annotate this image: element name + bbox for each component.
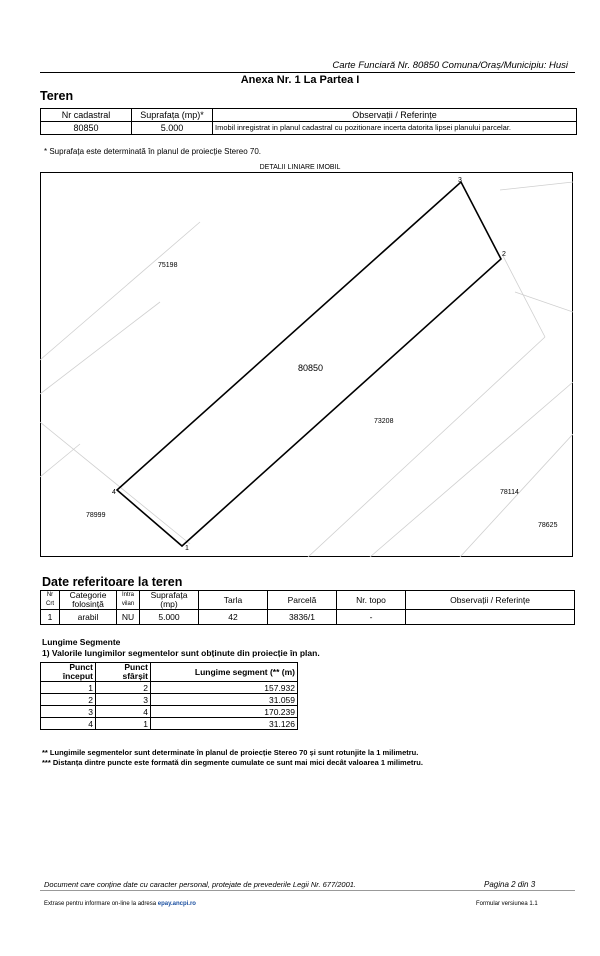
col-intravilan: Intra vilan [117, 591, 140, 610]
cell: 3 [96, 694, 151, 706]
teren-footnote: * Suprafața este determinată în planul de proiecție Stereo 70. [44, 147, 262, 156]
cf-reference: Carte Funciară Nr. 80850 Comuna/Oraș/Municipiu: Husi [332, 60, 568, 71]
table-row [41, 682, 298, 694]
page-number: Pagina 2 din 3 [484, 880, 536, 889]
neighbor-label: 78999 [86, 512, 106, 519]
table-row [41, 718, 298, 730]
table-header-row [41, 109, 577, 122]
col-lungime-segment: Lungime segment (** (m) [151, 663, 298, 682]
col-tarla: Tarla [199, 591, 268, 610]
cell: 5.000 [140, 610, 199, 625]
cell: arabil [60, 610, 117, 625]
segments-footnote-2: *** Distanța dintre puncte este formată din segmente cumulate ce sunt mai mici decât valoarea 1 milimetru. [42, 758, 423, 767]
col-nr-cadastral: Nr cadastral [41, 109, 132, 122]
table-row [41, 706, 298, 718]
teren-section-title: Teren [40, 89, 74, 103]
cell: - [337, 610, 406, 625]
col-punct-sfarsit: Punct sfârșit [96, 663, 151, 682]
online-text: Extrase pentru informare on-line la adresa [44, 901, 157, 907]
cell: 1 [41, 682, 96, 694]
cell: 1 [96, 718, 151, 730]
cell: 4 [96, 706, 151, 718]
point-label: 1 [185, 545, 189, 552]
cell: 4 [41, 718, 96, 730]
cell-suprafata: 5.000 [132, 122, 213, 135]
parcel-map [40, 172, 573, 557]
col-punct-inceput: Punct început [41, 663, 96, 682]
parcel-label: 80850 [298, 363, 324, 373]
cell: NU [117, 610, 140, 625]
annex-title: Anexa Nr. 1 La Partea I [240, 74, 360, 86]
cell-nr-cadastral: 80850 [41, 122, 132, 135]
neighbor-label: 78114 [500, 489, 519, 496]
cell: 2 [41, 694, 96, 706]
col-observatii: Observații / Referințe [213, 109, 577, 122]
cell: 2 [96, 682, 151, 694]
col-nr-topo: Nr. topo [337, 591, 406, 610]
cell [406, 610, 575, 625]
neighbor-label: 75198 [158, 262, 178, 269]
teren-table [40, 108, 577, 135]
col-suprafata: Suprafața (mp)* [132, 109, 213, 122]
cell: 3 [41, 706, 96, 718]
table-row [41, 610, 575, 625]
neighbor-label: 78625 [538, 522, 558, 529]
land-data-table [40, 590, 575, 625]
online-link[interactable]: epay.ancpi.ro [157, 901, 196, 907]
point-label: 4 [112, 489, 116, 496]
table-row [41, 122, 577, 135]
segments-table [40, 662, 298, 730]
col-nr-crt: Nr Crt [41, 591, 60, 610]
cell-observatii: Imobil inregistrat in planul cadastral cu pozitionare incerta datorita lipsei planului parcelar. [213, 122, 577, 135]
col-suprafata: Suprafața (mp) [140, 591, 199, 610]
table-header-row [41, 591, 575, 610]
neighbor-label: 73208 [374, 418, 394, 425]
col-parcela: Parcelă [268, 591, 337, 610]
footer-online-info [44, 901, 196, 907]
cell: 42 [199, 610, 268, 625]
footer-disclaimer: Document care conține date cu caracter personal, protejate de prevederile Legii Nr. 677/2001. [44, 880, 356, 889]
table-header-row [41, 663, 298, 682]
cell: 3836/1 [268, 610, 337, 625]
footer-divider [40, 890, 575, 891]
segments-footnote-1: ** Lungimile segmentelor sunt determinate în planul de proiecție Stereo 70 și sunt rotunjite la 1 milimetru. [42, 748, 419, 757]
point-label: 2 [502, 251, 506, 258]
cell: 31.059 [151, 694, 298, 706]
segments-subtitle: 1) Valorile lungimilor segmentelor sunt obținute din proiecție în plan. [42, 648, 320, 658]
map-title: DETALII LINIARE IMOBIL [259, 164, 341, 171]
cell: 157.932 [151, 682, 298, 694]
col-observatii: Observații / Referințe [406, 591, 575, 610]
header-divider [40, 72, 575, 73]
table-row [41, 694, 298, 706]
land-data-section-title: Date referitoare la teren [42, 575, 183, 589]
point-label: 3 [458, 177, 462, 184]
cell: 31.126 [151, 718, 298, 730]
segments-section-title: Lungime Segmente [42, 637, 121, 647]
cell: 170.239 [151, 706, 298, 718]
col-categorie: Categorie folosință [60, 591, 117, 610]
form-version: Formular versiunea 1.1 [476, 901, 538, 907]
cell: 1 [41, 610, 60, 625]
